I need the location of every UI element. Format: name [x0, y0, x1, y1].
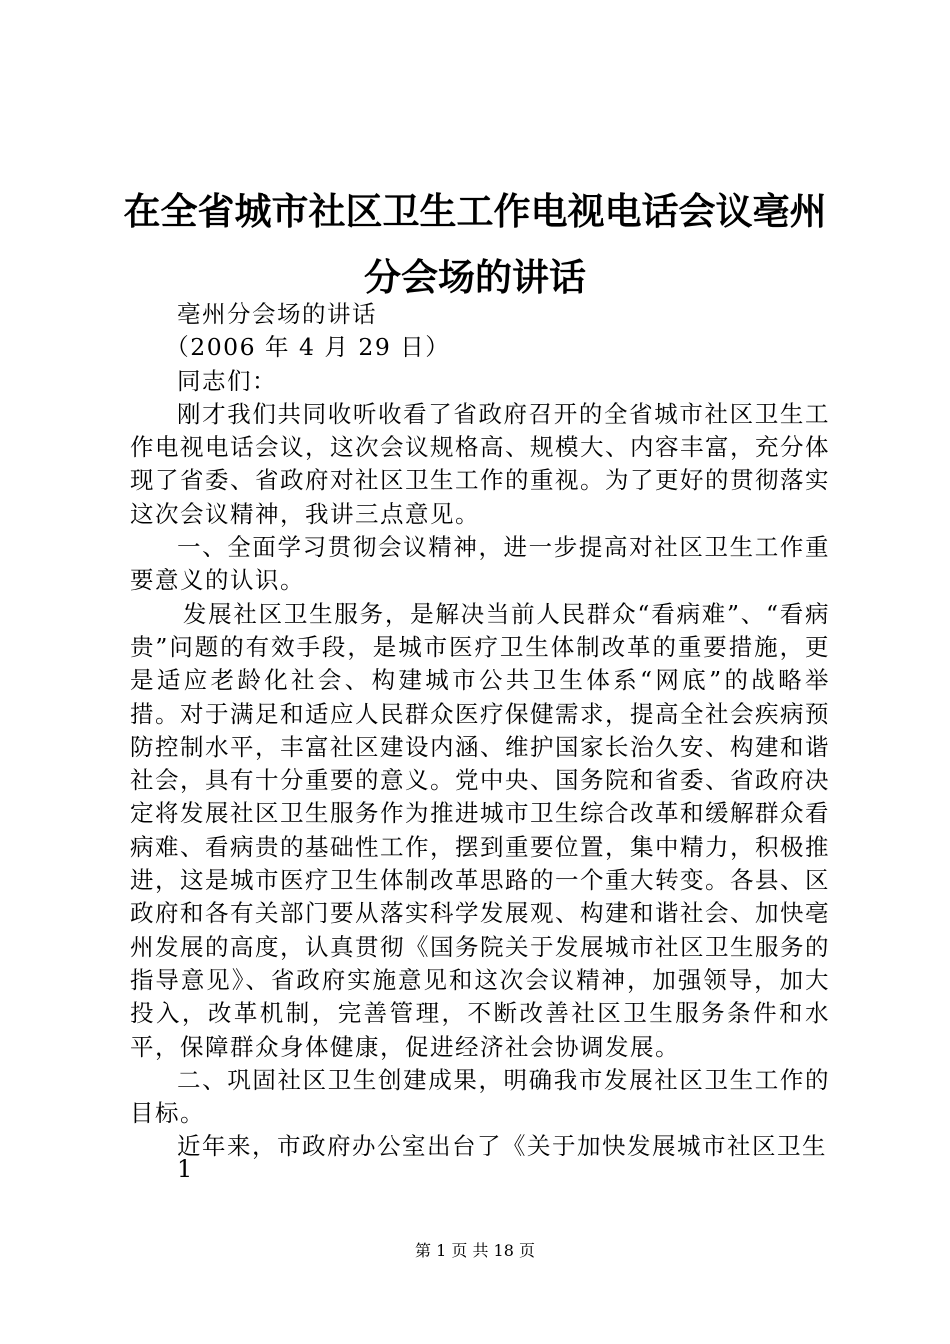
section-heading: 二、巩固社区卫生创建成果，明确我市发展社区卫生工作的目标。: [130, 1065, 830, 1128]
page-number-mark: 1: [177, 1155, 193, 1183]
subtitle: 亳州分会场的讲话: [177, 300, 377, 328]
paragraph: 刚才我们共同收听收看了省政府召开的全省城市社区卫生工作电视电话会议，这次会议规格高、规模大、内容丰富，充分体现了省委、省政府对社区卫生工作的重视。为了更好的贯彻落实这次会议精神，我讲三点意见。: [130, 399, 830, 528]
speech-date: （2006 年 4 月 29 日）: [165, 333, 451, 362]
section-heading: 一、全面学习贯彻会议精神，进一步提高对社区卫生工作重要意义的认识。: [130, 533, 830, 595]
salutation: 同志们：: [177, 366, 277, 395]
paragraph: 发展社区卫生服务，是解决当前人民群众“看病难”、“看病贵”问题的有效手段，是城市医疗卫生体制改革的重要措施，更是适应老龄化社会、构建城市公共卫生体系“网底”的战略举措。对于满足和适应人民群众医疗保健需求，提高全社会疾病预防控制水平，丰富社区建设内涵、维护国家长治久安、构建和谐社会，具有十分重要的意义。党中央、国务院和省委、省政府决定将发展社区卫生服务作为推进城市卫生综合改革和缓解群众看病难、看病贵的基础性工作，摆到重要位置，集中精力，积极推进，这是城市医疗卫生体制改革思路的一个重大转变。各县、区政府和各有关部门要从落实科学发展观、构建和谐社会、加快亳州发展的高度，认真贯彻《国务院关于发展城市社区卫生服务的指导意见》、省政府实施意见和这次会议精神，加强领导，加大投入，改革机制，完善管理，不断改善社区卫生服务条件和水平，保障群众身体健康，促进经济社会协调发展。: [130, 599, 830, 1061]
document-body: [130, 298, 830, 1164]
document-title: 在全省城市社区卫生工作电视电话会议亳州分会场的讲话: [123, 189, 827, 299]
paragraph: 近年来，市政府办公室出台了《关于加快发展城市社区卫生: [177, 1132, 827, 1161]
page-footer: 第 1 页 共 18 页: [415, 1241, 535, 1260]
